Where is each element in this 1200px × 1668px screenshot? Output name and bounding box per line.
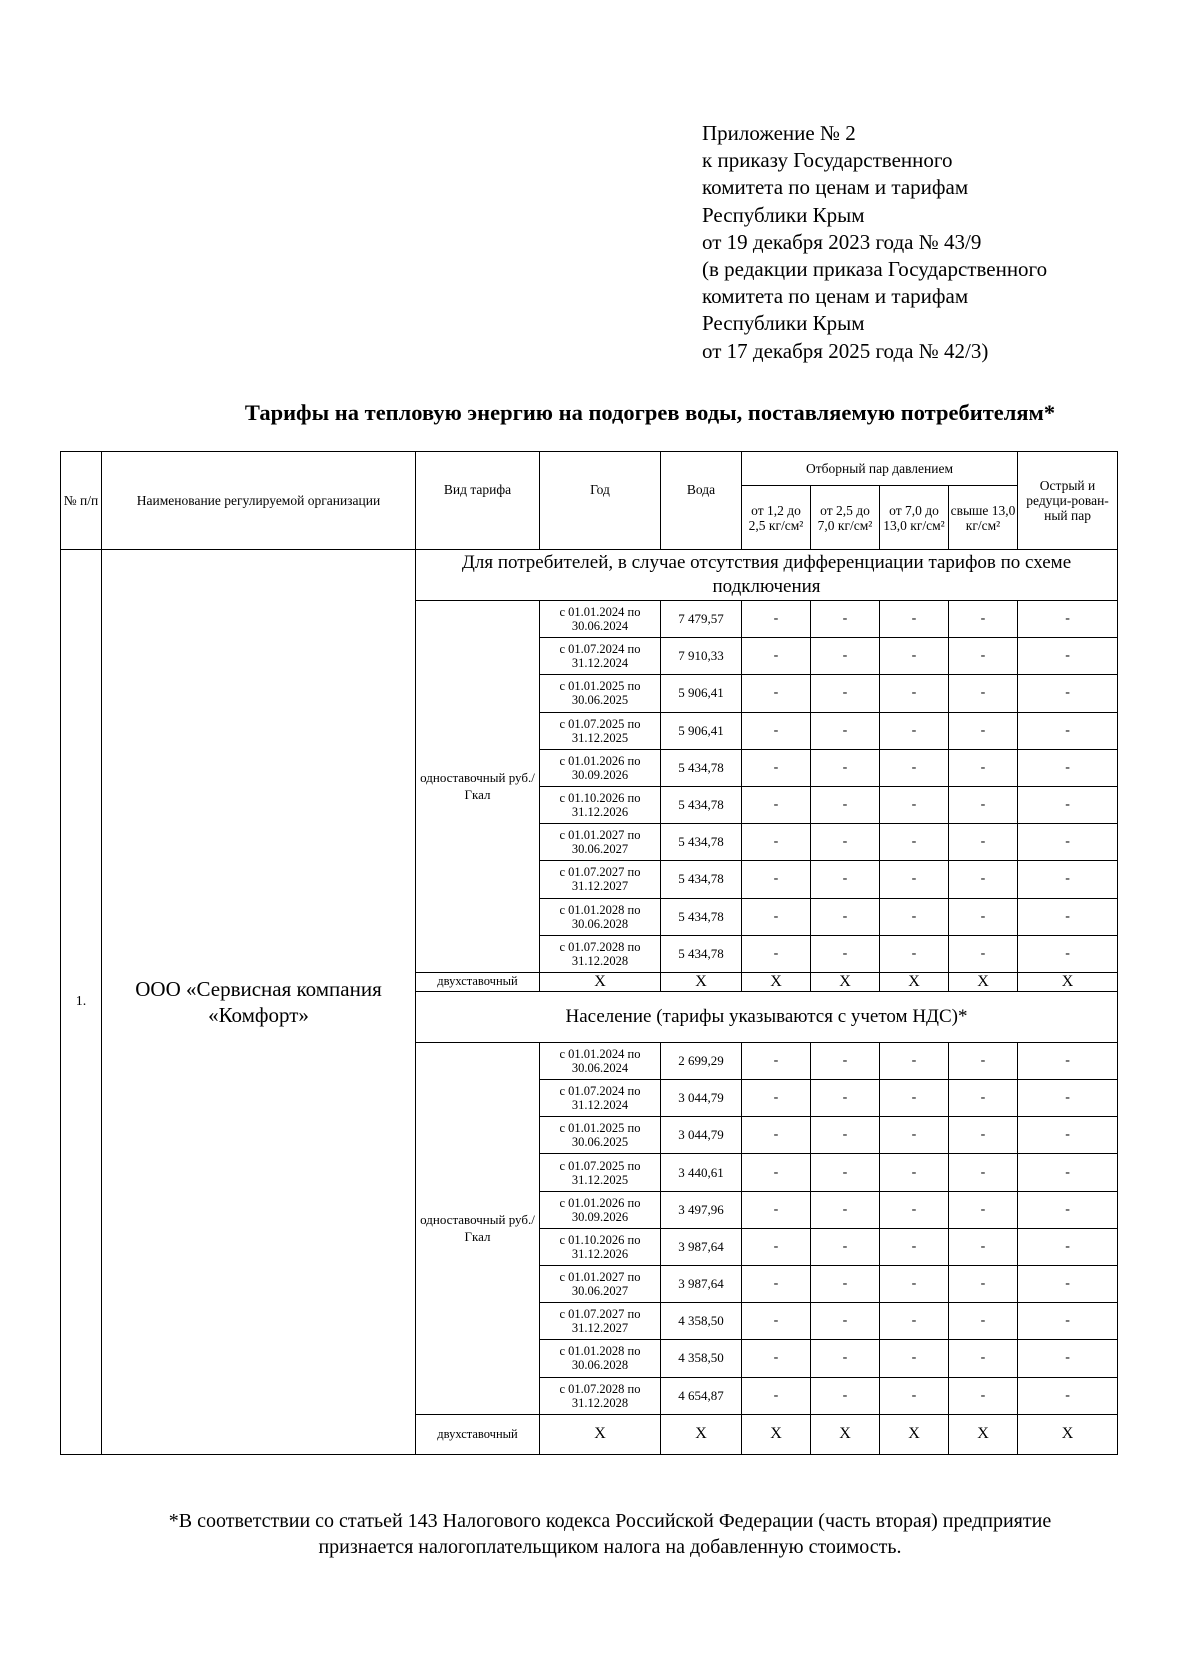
empty-value-dash: - [880, 1303, 949, 1340]
period-cell: с 01.07.2027 по 31.12.2027 [540, 861, 661, 898]
empty-value-dash: - [742, 1340, 811, 1377]
water-value: 5 434,78 [661, 786, 742, 823]
empty-value-dash: - [742, 1042, 811, 1079]
empty-value-dash: - [742, 712, 811, 749]
empty-value-dash: - [811, 712, 880, 749]
empty-value-dash: - [1018, 824, 1118, 861]
period-cell: с 01.01.2026 по 30.09.2026 [540, 1191, 661, 1228]
empty-value-dash: - [811, 1080, 880, 1117]
header-organization: Наименование регулируемой организации [102, 452, 416, 550]
empty-value-dash: - [880, 861, 949, 898]
water-value: 5 434,78 [661, 824, 742, 861]
period-cell: с 01.01.2024 по 30.06.2024 [540, 1042, 661, 1079]
empty-value-dash: - [949, 1154, 1018, 1191]
header-pressure-2: от 2,5 до 7,0 кг/см² [811, 486, 880, 550]
empty-value-dash: - [949, 601, 1018, 638]
not-applicable-x: X [661, 972, 742, 991]
empty-value-dash: - [811, 861, 880, 898]
header-year: Год [540, 452, 661, 550]
water-value: 4 654,87 [661, 1377, 742, 1414]
empty-value-dash: - [1018, 1340, 1118, 1377]
appendix-line: Приложение № 2 [702, 121, 856, 145]
empty-value-dash: - [880, 1377, 949, 1414]
not-applicable-x: X [811, 972, 880, 991]
period-cell: с 01.01.2027 по 30.06.2027 [540, 1266, 661, 1303]
period-cell: с 01.01.2024 по 30.06.2024 [540, 601, 661, 638]
empty-value-dash: - [949, 1340, 1018, 1377]
empty-value-dash: - [742, 749, 811, 786]
water-value: 5 906,41 [661, 712, 742, 749]
not-applicable-x: X [949, 1414, 1018, 1454]
empty-value-dash: - [811, 824, 880, 861]
empty-value-dash: - [949, 712, 1018, 749]
water-value: 5 434,78 [661, 749, 742, 786]
appendix-line: Республики Крым [702, 311, 865, 336]
empty-value-dash: - [1018, 1191, 1118, 1228]
empty-value-dash: - [742, 1377, 811, 1414]
water-value: 3 440,61 [661, 1154, 742, 1191]
empty-value-dash: - [880, 1191, 949, 1228]
empty-value-dash: - [742, 638, 811, 675]
water-value: 3 987,64 [661, 1266, 742, 1303]
not-applicable-x: X [811, 1414, 880, 1454]
empty-value-dash: - [811, 1228, 880, 1265]
period-cell: с 01.07.2028 по 31.12.2028 [540, 1377, 661, 1414]
empty-value-dash: - [949, 749, 1018, 786]
empty-value-dash: - [880, 898, 949, 935]
empty-value-dash: - [1018, 1303, 1118, 1340]
empty-value-dash: - [949, 675, 1018, 712]
empty-value-dash: - [880, 1117, 949, 1154]
not-applicable-x: X [742, 972, 811, 991]
water-value: 3 987,64 [661, 1228, 742, 1265]
period-cell: с 01.07.2024 по 31.12.2024 [540, 1080, 661, 1117]
empty-value-dash: - [949, 638, 1018, 675]
empty-value-dash: - [1018, 1080, 1118, 1117]
period-cell: с 01.01.2027 по 30.06.2027 [540, 824, 661, 861]
empty-value-dash: - [880, 1154, 949, 1191]
header-pressure-1: от 1,2 до 2,5 кг/см² [742, 486, 811, 550]
document-title: Тарифы на тепловую энергию на подогрев воды, поставляемую потребителям* [244, 400, 1056, 425]
empty-value-dash: - [880, 935, 949, 972]
empty-value-dash: - [949, 1266, 1018, 1303]
empty-value-dash: - [949, 861, 1018, 898]
period-cell: с 01.07.2025 по 31.12.2025 [540, 1154, 661, 1191]
empty-value-dash: - [1018, 935, 1118, 972]
empty-value-dash: - [949, 1117, 1018, 1154]
empty-value-dash: - [811, 1191, 880, 1228]
header-tariff-kind: Вид тарифа [416, 452, 540, 550]
empty-value-dash: - [880, 601, 949, 638]
empty-value-dash: - [1018, 712, 1118, 749]
empty-value-dash: - [811, 638, 880, 675]
water-value: 7 479,57 [661, 601, 742, 638]
header-number: № п/п [61, 452, 102, 550]
water-value: 3 044,79 [661, 1117, 742, 1154]
water-value: 5 434,78 [661, 861, 742, 898]
empty-value-dash: - [742, 1080, 811, 1117]
empty-value-dash: - [949, 1228, 1018, 1265]
water-value: 5 906,41 [661, 675, 742, 712]
footnote: *В соответствии со статьей 143 Налогового кодекса Российской Федерации (часть вторая) предприятие признается налогоплательщиком налога на добавленную стоимость. [168, 1510, 1052, 1558]
water-value: 3 044,79 [661, 1080, 742, 1117]
empty-value-dash: - [949, 1080, 1018, 1117]
header-selected-steam: Отборный пар давлением [742, 452, 1018, 486]
empty-value-dash: - [949, 1303, 1018, 1340]
not-applicable-x: X [880, 972, 949, 991]
period-cell: с 01.01.2025 по 30.06.2025 [540, 1117, 661, 1154]
tariff-table-body [61, 550, 1118, 1455]
empty-value-dash: - [880, 824, 949, 861]
empty-value-dash: - [742, 601, 811, 638]
period-cell: с 01.01.2028 по 30.06.2028 [540, 898, 661, 935]
empty-value-dash: - [949, 824, 1018, 861]
empty-value-dash: - [811, 1042, 880, 1079]
section-title: Население (тарифы указываются с учетом НДС)* [416, 991, 1118, 1042]
not-applicable-x: X [742, 1414, 811, 1454]
empty-value-dash: - [811, 935, 880, 972]
tariff-kind-one-rate: одноставочный руб./Гкал [416, 601, 540, 973]
water-value: 4 358,50 [661, 1340, 742, 1377]
empty-value-dash: - [742, 1191, 811, 1228]
not-applicable-x: X [1018, 972, 1118, 991]
not-applicable-x: X [540, 972, 661, 991]
empty-value-dash: - [1018, 861, 1118, 898]
empty-value-dash: - [742, 675, 811, 712]
water-value: 2 699,29 [661, 1042, 742, 1079]
empty-value-dash: - [1018, 638, 1118, 675]
empty-value-dash: - [880, 1080, 949, 1117]
empty-value-dash: - [1018, 786, 1118, 823]
appendix-line: Республики Крым [702, 202, 865, 227]
empty-value-dash: - [949, 786, 1018, 823]
period-cell: с 01.07.2028 по 31.12.2028 [540, 935, 661, 972]
empty-value-dash: - [811, 786, 880, 823]
empty-value-dash: - [811, 1303, 880, 1340]
not-applicable-x: X [880, 1414, 949, 1454]
empty-value-dash: - [949, 935, 1018, 972]
not-applicable-x: X [540, 1414, 661, 1454]
empty-value-dash: - [949, 898, 1018, 935]
empty-value-dash: - [742, 1266, 811, 1303]
appendix-header [702, 120, 1122, 365]
empty-value-dash: - [742, 898, 811, 935]
empty-value-dash: - [1018, 1117, 1118, 1154]
not-applicable-x: X [949, 972, 1018, 991]
empty-value-dash: - [811, 1266, 880, 1303]
empty-value-dash: - [742, 1154, 811, 1191]
period-cell: с 01.10.2026 по 31.12.2026 [540, 786, 661, 823]
empty-value-dash: - [742, 824, 811, 861]
empty-value-dash: - [1018, 1228, 1118, 1265]
empty-value-dash: - [949, 1191, 1018, 1228]
empty-value-dash: - [742, 1303, 811, 1340]
water-value: 4 358,50 [661, 1303, 742, 1340]
empty-value-dash: - [949, 1377, 1018, 1414]
not-applicable-x: X [661, 1414, 742, 1454]
empty-value-dash: - [811, 1154, 880, 1191]
appendix-line: (в редакции приказа Государственного [702, 257, 1048, 282]
period-cell: с 01.07.2024 по 31.12.2024 [540, 638, 661, 675]
tariff-table [60, 451, 1118, 1455]
section-title: Для потребителей, в случае отсутствия дифференциации тарифов по схеме подключения [416, 550, 1118, 601]
empty-value-dash: - [742, 1117, 811, 1154]
water-value: 3 497,96 [661, 1191, 742, 1228]
empty-value-dash: - [1018, 749, 1118, 786]
period-cell: с 01.07.2027 по 31.12.2027 [540, 1303, 661, 1340]
tariff-kind-one-rate: одноставочный руб./Гкал [416, 1042, 540, 1414]
empty-value-dash: - [1018, 1266, 1118, 1303]
empty-value-dash: - [880, 1266, 949, 1303]
header-sharp-steam: Острый и редуци-рован-ный пар [1018, 452, 1118, 550]
row-number: 1. [61, 550, 102, 1455]
empty-value-dash: - [811, 601, 880, 638]
empty-value-dash: - [811, 749, 880, 786]
empty-value-dash: - [880, 786, 949, 823]
empty-value-dash: - [1018, 1377, 1118, 1414]
empty-value-dash: - [1018, 1042, 1118, 1079]
period-cell: с 01.01.2026 по 30.09.2026 [540, 749, 661, 786]
appendix-line: от 17 декабря 2025 года № 42/3) [702, 338, 989, 363]
empty-value-dash: - [811, 1340, 880, 1377]
empty-value-dash: - [880, 749, 949, 786]
empty-value-dash: - [880, 1228, 949, 1265]
water-value: 7 910,33 [661, 638, 742, 675]
empty-value-dash: - [742, 786, 811, 823]
empty-value-dash: - [1018, 1154, 1118, 1191]
empty-value-dash: - [949, 1042, 1018, 1079]
tariff-kind-two-rate: двухставочный [416, 1414, 540, 1454]
not-applicable-x: X [1018, 1414, 1118, 1454]
appendix-line: комитета по ценам и тарифам [702, 284, 969, 309]
tariff-kind-two-rate: двухставочный [416, 972, 540, 991]
header-pressure-3: от 7,0 до 13,0 кг/см² [880, 486, 949, 550]
appendix-line: комитета по ценам и тарифам [702, 175, 969, 200]
period-cell: с 01.01.2025 по 30.06.2025 [540, 675, 661, 712]
empty-value-dash: - [742, 935, 811, 972]
empty-value-dash: - [880, 675, 949, 712]
organization-name: ООО «Сервисная компания «Комфорт» [102, 550, 416, 1455]
appendix-line: к приказу Государственного [702, 148, 953, 173]
header-water: Вода [661, 452, 742, 550]
empty-value-dash: - [742, 1228, 811, 1265]
header-pressure-4: свыше 13,0 кг/см² [949, 486, 1018, 550]
empty-value-dash: - [811, 1117, 880, 1154]
empty-value-dash: - [742, 861, 811, 898]
period-cell: с 01.07.2025 по 31.12.2025 [540, 712, 661, 749]
period-cell: с 01.10.2026 по 31.12.2026 [540, 1228, 661, 1265]
empty-value-dash: - [880, 712, 949, 749]
empty-value-dash: - [880, 638, 949, 675]
empty-value-dash: - [811, 898, 880, 935]
period-cell: с 01.01.2028 по 30.06.2028 [540, 1340, 661, 1377]
appendix-line: от 19 декабря 2023 года № 43/9 [702, 229, 982, 254]
empty-value-dash: - [1018, 898, 1118, 935]
empty-value-dash: - [880, 1042, 949, 1079]
empty-value-dash: - [811, 675, 880, 712]
empty-value-dash: - [880, 1340, 949, 1377]
water-value: 5 434,78 [661, 935, 742, 972]
empty-value-dash: - [1018, 601, 1118, 638]
empty-value-dash: - [1018, 675, 1118, 712]
water-value: 5 434,78 [661, 898, 742, 935]
empty-value-dash: - [811, 1377, 880, 1414]
